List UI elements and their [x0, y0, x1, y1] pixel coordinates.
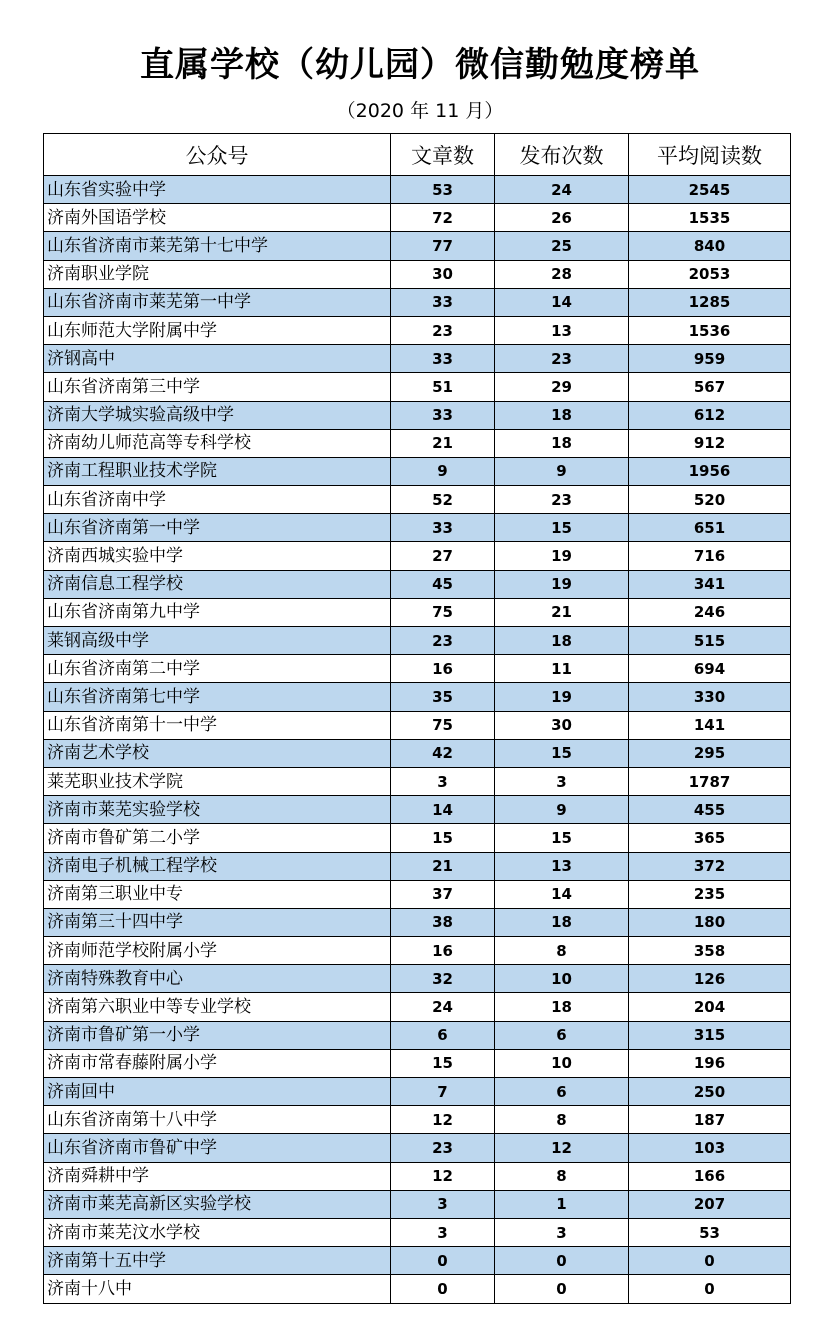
post-count-cell: 18	[495, 429, 629, 457]
account-name-cell: 山东省实验中学	[44, 176, 391, 204]
account-name-cell: 济南市常春藤附属小学	[44, 1049, 391, 1077]
avg-reads-cell: 341	[629, 570, 791, 598]
account-name-cell: 济南职业学院	[44, 260, 391, 288]
table-row	[44, 514, 791, 542]
account-name-cell: 济南第三十四中学	[44, 908, 391, 936]
account-name-cell: 山东省济南中学	[44, 486, 391, 514]
article-count-cell: 0	[391, 1247, 495, 1275]
article-count-cell: 42	[391, 739, 495, 767]
article-count-cell: 23	[391, 316, 495, 344]
header-avg-reads: 平均阅读数	[629, 134, 791, 176]
avg-reads-cell: 250	[629, 1078, 791, 1106]
avg-reads-cell: 1285	[629, 288, 791, 316]
avg-reads-cell: 0	[629, 1247, 791, 1275]
table-row	[44, 486, 791, 514]
avg-reads-cell: 520	[629, 486, 791, 514]
post-count-cell: 9	[495, 457, 629, 485]
article-count-cell: 33	[391, 288, 495, 316]
table-row	[44, 1218, 791, 1246]
post-count-cell: 14	[495, 880, 629, 908]
table-row	[44, 1049, 791, 1077]
avg-reads-cell: 1956	[629, 457, 791, 485]
account-name-cell: 莱钢高级中学	[44, 627, 391, 655]
account-name-cell: 济南第三职业中专	[44, 880, 391, 908]
table-row	[44, 1106, 791, 1134]
avg-reads-cell: 1787	[629, 767, 791, 795]
article-count-cell: 75	[391, 711, 495, 739]
table-row	[44, 598, 791, 626]
article-count-cell: 33	[391, 514, 495, 542]
account-name-cell: 山东省济南第十八中学	[44, 1106, 391, 1134]
article-count-cell: 23	[391, 1134, 495, 1162]
account-name-cell: 山东师范大学附属中学	[44, 316, 391, 344]
article-count-cell: 16	[391, 655, 495, 683]
account-name-cell: 山东省济南第二中学	[44, 655, 391, 683]
post-count-cell: 23	[495, 486, 629, 514]
article-count-cell: 23	[391, 627, 495, 655]
account-name-cell: 山东省济南第十一中学	[44, 711, 391, 739]
account-name-cell: 济南第六职业中等专业学校	[44, 993, 391, 1021]
table-row	[44, 288, 791, 316]
post-count-cell: 10	[495, 965, 629, 993]
article-count-cell: 32	[391, 965, 495, 993]
article-count-cell: 37	[391, 880, 495, 908]
post-count-cell: 30	[495, 711, 629, 739]
post-count-cell: 15	[495, 824, 629, 852]
avg-reads-cell: 166	[629, 1162, 791, 1190]
avg-reads-cell: 330	[629, 683, 791, 711]
header-posts: 发布次数	[495, 134, 629, 176]
account-name-cell: 济南十八中	[44, 1275, 391, 1303]
post-count-cell: 21	[495, 598, 629, 626]
account-name-cell: 济南师范学校附属小学	[44, 937, 391, 965]
account-name-cell: 济南回中	[44, 1078, 391, 1106]
post-count-cell: 14	[495, 288, 629, 316]
table-row	[44, 570, 791, 598]
article-count-cell: 14	[391, 796, 495, 824]
post-count-cell: 19	[495, 570, 629, 598]
table-row	[44, 542, 791, 570]
post-count-cell: 1	[495, 1190, 629, 1218]
account-name-cell: 济南舜耕中学	[44, 1162, 391, 1190]
account-name-cell: 济南市莱芜高新区实验学校	[44, 1190, 391, 1218]
avg-reads-cell: 365	[629, 824, 791, 852]
article-count-cell: 24	[391, 993, 495, 1021]
avg-reads-cell: 187	[629, 1106, 791, 1134]
article-count-cell: 15	[391, 824, 495, 852]
post-count-cell: 13	[495, 852, 629, 880]
account-name-cell: 济南市鲁矿第一小学	[44, 1021, 391, 1049]
avg-reads-cell: 358	[629, 937, 791, 965]
avg-reads-cell: 612	[629, 401, 791, 429]
post-count-cell: 23	[495, 345, 629, 373]
post-count-cell: 19	[495, 683, 629, 711]
article-count-cell: 0	[391, 1275, 495, 1303]
table-row	[44, 1162, 791, 1190]
post-count-cell: 6	[495, 1078, 629, 1106]
avg-reads-cell: 315	[629, 1021, 791, 1049]
avg-reads-cell: 567	[629, 373, 791, 401]
article-count-cell: 38	[391, 908, 495, 936]
page-subtitle: （2020 年 11 月）	[336, 100, 504, 122]
post-count-cell: 26	[495, 204, 629, 232]
account-name-cell: 莱芜职业技术学院	[44, 767, 391, 795]
post-count-cell: 12	[495, 1134, 629, 1162]
article-count-cell: 77	[391, 232, 495, 260]
avg-reads-cell: 196	[629, 1049, 791, 1077]
account-name-cell: 济南西城实验中学	[44, 542, 391, 570]
avg-reads-cell: 372	[629, 852, 791, 880]
page-title: 直属学校（幼儿园）微信勤勉度榜单	[140, 45, 700, 85]
post-count-cell: 11	[495, 655, 629, 683]
avg-reads-cell: 235	[629, 880, 791, 908]
avg-reads-cell: 103	[629, 1134, 791, 1162]
avg-reads-cell: 651	[629, 514, 791, 542]
table-row	[44, 345, 791, 373]
post-count-cell: 10	[495, 1049, 629, 1077]
table-row	[44, 1078, 791, 1106]
article-count-cell: 12	[391, 1162, 495, 1190]
account-name-cell: 山东省济南第七中学	[44, 683, 391, 711]
table-row	[44, 880, 791, 908]
post-count-cell: 3	[495, 1218, 629, 1246]
table-row	[44, 260, 791, 288]
article-count-cell: 35	[391, 683, 495, 711]
avg-reads-cell: 2053	[629, 260, 791, 288]
table-row	[44, 457, 791, 485]
avg-reads-cell: 295	[629, 739, 791, 767]
account-name-cell: 济钢高中	[44, 345, 391, 373]
table-row	[44, 316, 791, 344]
avg-reads-cell: 204	[629, 993, 791, 1021]
article-count-cell: 27	[391, 542, 495, 570]
table-row	[44, 908, 791, 936]
avg-reads-cell: 53	[629, 1218, 791, 1246]
post-count-cell: 6	[495, 1021, 629, 1049]
avg-reads-cell: 1536	[629, 316, 791, 344]
table-header	[44, 134, 791, 176]
avg-reads-cell: 959	[629, 345, 791, 373]
account-name-cell: 山东省济南市莱芜第一中学	[44, 288, 391, 316]
avg-reads-cell: 0	[629, 1275, 791, 1303]
article-count-cell: 33	[391, 345, 495, 373]
article-count-cell: 3	[391, 767, 495, 795]
table-row	[44, 373, 791, 401]
account-name-cell: 济南大学城实验高级中学	[44, 401, 391, 429]
avg-reads-cell: 180	[629, 908, 791, 936]
post-count-cell: 18	[495, 908, 629, 936]
post-count-cell: 29	[495, 373, 629, 401]
account-name-cell: 山东省济南市鲁矿中学	[44, 1134, 391, 1162]
account-name-cell: 济南工程职业技术学院	[44, 457, 391, 485]
table-row	[44, 429, 791, 457]
table-body	[44, 176, 791, 1304]
post-count-cell: 15	[495, 514, 629, 542]
post-count-cell: 18	[495, 401, 629, 429]
post-count-cell: 25	[495, 232, 629, 260]
post-count-cell: 15	[495, 739, 629, 767]
post-count-cell: 18	[495, 993, 629, 1021]
table-row	[44, 627, 791, 655]
ranking-table	[43, 133, 791, 1304]
post-count-cell: 8	[495, 1106, 629, 1134]
avg-reads-cell: 246	[629, 598, 791, 626]
table-row	[44, 739, 791, 767]
post-count-cell: 19	[495, 542, 629, 570]
post-count-cell: 18	[495, 627, 629, 655]
avg-reads-cell: 716	[629, 542, 791, 570]
avg-reads-cell: 207	[629, 1190, 791, 1218]
account-name-cell: 山东省济南第一中学	[44, 514, 391, 542]
avg-reads-cell: 126	[629, 965, 791, 993]
post-count-cell: 24	[495, 176, 629, 204]
table-row	[44, 937, 791, 965]
avg-reads-cell: 694	[629, 655, 791, 683]
account-name-cell: 济南艺术学校	[44, 739, 391, 767]
avg-reads-cell: 912	[629, 429, 791, 457]
table-row	[44, 176, 791, 204]
account-name-cell: 济南信息工程学校	[44, 570, 391, 598]
post-count-cell: 0	[495, 1247, 629, 1275]
article-count-cell: 52	[391, 486, 495, 514]
header-account: 公众号	[44, 134, 391, 176]
table-row	[44, 1247, 791, 1275]
table-row	[44, 965, 791, 993]
account-name-cell: 济南市莱芜汶水学校	[44, 1218, 391, 1246]
article-count-cell: 9	[391, 457, 495, 485]
post-count-cell: 9	[495, 796, 629, 824]
post-count-cell: 28	[495, 260, 629, 288]
table-row	[44, 655, 791, 683]
account-name-cell: 济南市莱芜实验学校	[44, 796, 391, 824]
table-row	[44, 232, 791, 260]
account-name-cell: 济南外国语学校	[44, 204, 391, 232]
article-count-cell: 30	[391, 260, 495, 288]
table-row	[44, 796, 791, 824]
header-row	[44, 134, 791, 176]
article-count-cell: 16	[391, 937, 495, 965]
avg-reads-cell: 2545	[629, 176, 791, 204]
table-row	[44, 1134, 791, 1162]
table-row	[44, 767, 791, 795]
post-count-cell: 3	[495, 767, 629, 795]
article-count-cell: 3	[391, 1190, 495, 1218]
article-count-cell: 21	[391, 852, 495, 880]
table-row	[44, 711, 791, 739]
account-name-cell: 山东省济南市莱芜第十七中学	[44, 232, 391, 260]
post-count-cell: 8	[495, 1162, 629, 1190]
article-count-cell: 15	[391, 1049, 495, 1077]
table-row	[44, 1021, 791, 1049]
table-row	[44, 1275, 791, 1303]
table-row	[44, 1190, 791, 1218]
account-name-cell: 济南第十五中学	[44, 1247, 391, 1275]
article-count-cell: 45	[391, 570, 495, 598]
post-count-cell: 0	[495, 1275, 629, 1303]
article-count-cell: 6	[391, 1021, 495, 1049]
avg-reads-cell: 840	[629, 232, 791, 260]
article-count-cell: 75	[391, 598, 495, 626]
account-name-cell: 济南特殊教育中心	[44, 965, 391, 993]
post-count-cell: 8	[495, 937, 629, 965]
table-row	[44, 683, 791, 711]
table-row	[44, 993, 791, 1021]
table-row	[44, 824, 791, 852]
article-count-cell: 7	[391, 1078, 495, 1106]
avg-reads-cell: 141	[629, 711, 791, 739]
article-count-cell: 72	[391, 204, 495, 232]
table-row	[44, 852, 791, 880]
article-count-cell: 33	[391, 401, 495, 429]
article-count-cell: 12	[391, 1106, 495, 1134]
avg-reads-cell: 455	[629, 796, 791, 824]
article-count-cell: 21	[391, 429, 495, 457]
table-row	[44, 401, 791, 429]
header-articles: 文章数	[391, 134, 495, 176]
table-row	[44, 204, 791, 232]
post-count-cell: 13	[495, 316, 629, 344]
account-name-cell: 济南电子机械工程学校	[44, 852, 391, 880]
article-count-cell: 51	[391, 373, 495, 401]
account-name-cell: 济南市鲁矿第二小学	[44, 824, 391, 852]
account-name-cell: 山东省济南第九中学	[44, 598, 391, 626]
account-name-cell: 济南幼儿师范高等专科学校	[44, 429, 391, 457]
avg-reads-cell: 1535	[629, 204, 791, 232]
avg-reads-cell: 515	[629, 627, 791, 655]
article-count-cell: 53	[391, 176, 495, 204]
account-name-cell: 山东省济南第三中学	[44, 373, 391, 401]
article-count-cell: 3	[391, 1218, 495, 1246]
